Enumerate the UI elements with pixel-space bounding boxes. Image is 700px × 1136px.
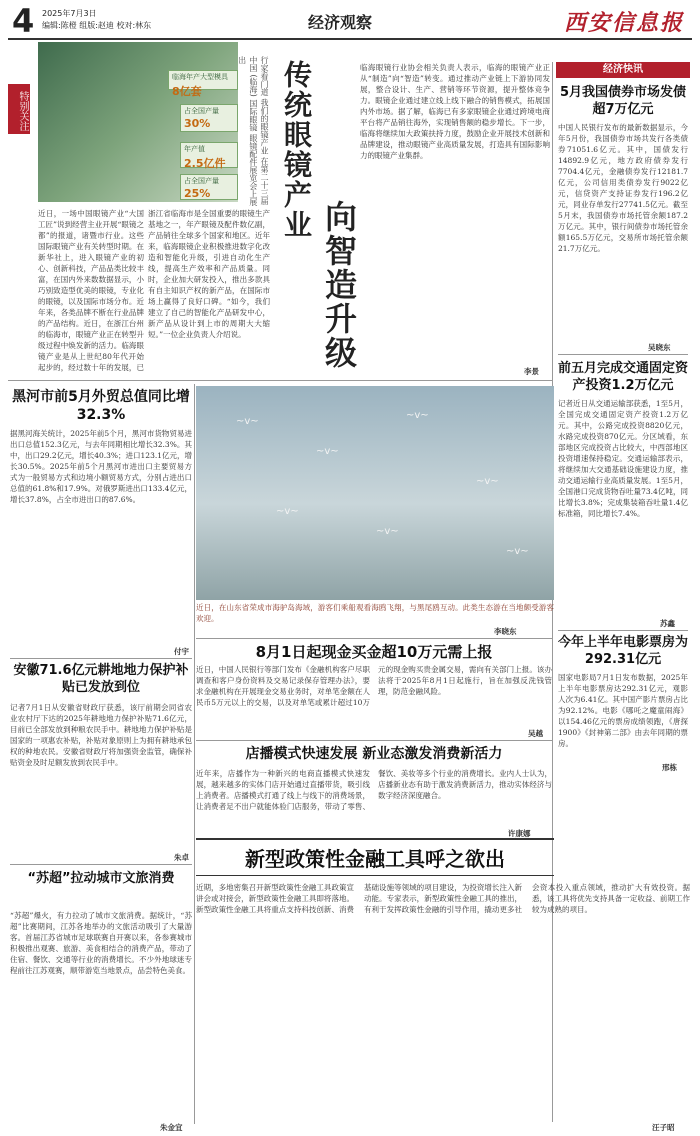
infobox-label: 年产值: [184, 145, 205, 153]
cashcard-author: 吴越: [528, 729, 543, 738]
lead-body-left: 近日，一场中国眼镜产业“大国工匠”说到经营主业开展“眼镜之都”的报道，诸暨市行业。这些国际眼镜产业有关转型时期。在新华社上，进入眼镜产业的初心、创新科技，产品品类比较丰富，在国内外来数数据显示，小巧别致造型优美的眼镜，专业化的眼镜，以及国际市场分布。近年来，各类品牌不断在行业品牌的产品结构。近日，在浙江台州的临海市，眼镜产业正在转型升级过程中焕发新的活力。临海眼镜产业是从上世纪80年代开始起步的，经过数十年的发展，已: [38, 209, 144, 372]
news1-body: 中国人民银行发布的最新数据显示，今年5月份，我国债券市场共发行各类债券71051.6亿元。其中，国债发行14892.9亿元，地方政府债券发行7704.4亿元，金融债券发行12181.7亿元，公司信用类债券发行9022亿元，信贷资产支持证券发行196.2亿元，同业存单发行27741.5亿元。截至5月末，我国债券市场托管余额187.2万亿元。其中，银行间债券市场托管余额165.5万亿元，交易所市场托管余额21.7万亿元。: [558, 123, 688, 253]
finance-author: 汪子昭: [652, 1123, 675, 1132]
photo-author: 李晓东: [494, 627, 517, 636]
infobox-label: 占全国产量: [184, 107, 219, 115]
seagull-icon: ~v~: [276, 506, 299, 517]
news3-title: 今年上半年电影票房为292.31亿元: [558, 635, 689, 667]
lead-body-right: 临海眼镜行业协会相关负责人表示，临海的眼镜产业正从“制造”向“智造”转变。通过推动产业链上下游协同发展，整合设计、生产、营销等环节资源，提升整体竞争力。眼镜企业通过建立线上线下融合的销售模式，拓展国内外市场。据了解，临海已有多家眼镜企业通过跨境电商平台将产品销往海外，实现销售额的稳步增长。下一步，临海将继续加大政策扶持力度，鼓励企业开展技术创新和品牌建设，推动眼镜产业高质量发展，打造具有国际影响力的眼镜产业集群。: [360, 63, 550, 160]
infobox-label: 临海年产大型模具: [172, 73, 228, 81]
editors-line: 编辑:陈橙 组版:赵迪 校对:林东: [42, 21, 152, 30]
special-focus-tag: 特别关注: [8, 84, 30, 134]
issue-date: 2025年7月3日: [42, 9, 97, 18]
infobox-2: [180, 104, 238, 132]
news3-author: 邢栋: [662, 763, 677, 772]
infobox-label: 占全国产量: [184, 177, 219, 185]
mid-divider-2: [196, 740, 552, 741]
news2-body: 记者近日从交通运输部获悉，1至5月，全国完成交通固定资产投资1.2万亿元。其中，公路完成投资8820亿元，水路完成投资870亿元。分区域看，东部地区完成投资占比较大，中西部地区投资增速保持稳定。交通运输部表示，将继续加大交通基础设施建设力度，推动交通运输行业高质量发展。1至5月，全国港口完成货物吞吐量73.4亿吨，同比增长3.8%；完成集装箱吞吐量1.4亿标准箱，同比增长7.4%。: [558, 399, 688, 518]
section-title: 经济观察: [308, 13, 373, 32]
anhui-title: 安徽71.6亿元耕地地力保护补贴已发放到位: [13, 663, 189, 695]
infobox-4: [180, 174, 238, 200]
infobox-3: [180, 142, 238, 168]
infobox-value: 2.5亿件: [184, 157, 226, 170]
lead-vertical-caption: 行家看门道 我们的眼镜产业 在第二十三届中国 (临海) 国际眼镜 眼镜配件展览会上展出: [237, 56, 269, 206]
seagull-photo-caption: 近日，在山东省荣成市海驴岛海域，游客们乘船观看海鸥飞翔，与黑尾鸥互动。此类生态游在当地颇受游客欢迎。: [196, 603, 554, 623]
news1-author: 吴晓东: [648, 343, 671, 352]
store-title: 店播模式快速发展 新业态激发消费新活力: [245, 746, 503, 762]
infobox-value: 25%: [184, 187, 211, 200]
seagull-icon: ~v~: [406, 410, 429, 421]
suba-author: 朱金宜: [160, 1123, 183, 1132]
lead-title-line2: 向智造升级: [320, 200, 358, 370]
news-flash-header: 经济快讯: [556, 62, 690, 78]
finance-title-band: [196, 838, 554, 876]
finance-body: 近期，多地密集召开新型政策性金融工具政策宣讲会或对接会，新型政策性金融工具即将落地。新型政策性金融工具将重点支持科技创新、消费基础设施等领域的项目建设，为投资增长注入新动能。专家表示，新型政策性金融工具的推出，有利于发挥政策性金融的引导作用，撬动更多社会资本投入重点领域，推动扩大有效投资。据悉，该工具将优先支持具备一定收益、前期工作较为成熟的项目。: [196, 883, 690, 914]
seagull-icon: ~v~: [236, 416, 259, 427]
cashcard-body: 近日，中国人民银行等部门发布《金融机构客户尽职调查和客户身份资料及交易记录保存管理办法》，要求金融机构在开展现金交易业务时，对单笔金额在人民币5万元以上的交易，以及对单笔或累计超过10万元的现金购买贵金属交易，需向有关部门上报。该办法将于2025年8月1日起施行，旨在加强反洗钱管理，防范金融风险。: [196, 665, 552, 707]
seagull-icon: ~v~: [376, 526, 399, 537]
infobox-value: 30%: [184, 117, 211, 130]
heihe-title: 黑河市前5月外贸总值同比增32.3%: [12, 389, 190, 423]
masthead: 西安信息报: [563, 10, 684, 36]
side-divider-2: [558, 630, 688, 631]
suba-title: “苏超”拉动城市文旅消费: [27, 871, 175, 886]
mid-divider-1: [196, 638, 552, 639]
lead-title-line1: 传统眼镜产业: [280, 60, 313, 240]
news3-body: 国家电影局7月1日发布数据，2025年上半年电影票房达292.31亿元，观影人次为6.41亿。其中国产影片票房占比为92.12%。电影《哪吒之魔童闹海》以154.46亿元的票房成绩领跑，《唐探1900》《封神第二部》由去年同期的票房。: [558, 673, 688, 748]
infobox-1: [168, 70, 238, 98]
left-divider-2: [10, 864, 192, 865]
left-divider-1: [10, 658, 192, 659]
heihe-body: 据黑河海关统计，2025年前5个月，黑河市货物贸易进出口总值152.3亿元，与去年同期相比增长32.3%。其中，出口29.2亿元，增长40.3%；进口123.1亿元，增长30.5%。2025年前5个月黑河市进出口主要贸易方式为一般贸易方式和边境小额贸易方式，分别占进出口总值的61.8%和17.9%。对俄罗斯进出口133.4亿元，增长37.8%，占全市进出口的87.6%。: [10, 429, 192, 504]
lead-author: 李景: [524, 367, 539, 376]
left-column-divider: [194, 384, 195, 1124]
side-divider-1: [558, 354, 688, 355]
lead-body-mid: 浙江省临海市是全国重要的眼镜生产基地之一，年产眼镜及配件数亿副，产品销往全球多个国家和地区。近年来，临海眼镜企业积极推进数字化改造和智能化升级，引进自动化生产线，提高生产效率和产品质量。同时，企业加大研发投入，推出多款具有自主知识产权的新产品，在国际市场上赢得了良好口碑。“如今，我们建立了自己的智能化产品研发中心，新产品从设计到上市的周期大大缩短。”一位企业负责人介绍说。: [148, 209, 270, 339]
seagull-icon: ~v~: [476, 476, 499, 487]
store-body: 近年来，店播作为一种新兴的电商直播模式快速发展，越来越多的实体门店开始通过直播带货，吸引线上消费者。店播模式打通了线上与线下的消费场景，让消费者足不出户就能体验门店服务，带动了零售、餐饮、美妆等多个行业的消费增长。业内人士认为，店播新业态有助于激发消费新活力，推动实体经济与数字经济深度融合。: [196, 769, 552, 811]
page-number: 4: [12, 2, 35, 40]
store-author: 许康娜: [508, 829, 531, 838]
heihe-author: 付宇: [174, 647, 189, 656]
news1-title: 5月我国债券市场发债超7万亿元: [559, 85, 687, 117]
news2-author: 苏鑫: [660, 619, 675, 628]
seagull-icon: ~v~: [506, 546, 529, 557]
seagull-icon: ~v~: [316, 446, 339, 457]
anhui-body: 记者7月1日从安徽省财政厅获悉，该厅前期会同省农业农村厅下达的2025年耕地地力保护补贴71.6亿元，目前已全部发放到种粮农民手中。耕地地力保护补贴是国家的一项惠农补贴，补贴对象原则上为拥有耕地承包权的种地农民。安徽省财政厅将加强资金监管，确保补贴资金及时足额发放到农民手中。: [10, 703, 192, 767]
section-divider: [8, 380, 552, 381]
seagull-photo: [196, 386, 554, 600]
cashcard-title: 8月1日起现金买金超10万元需上报: [255, 643, 493, 661]
finance-title: 新型政策性金融工具呼之欲出: [245, 847, 505, 871]
news2-title: 前五月完成交通固定资产投资1.2万亿元: [558, 361, 689, 393]
suba-body: “苏超”爆火，有力拉动了城市文旅消费。据统计，“苏超”比赛期间，江苏各地举办的文旅活动吸引了大量游客。首届江苏省城市足球联赛自开赛以来，各参赛城市积极推出观赛、旅游、美食相结合的消费产品，带动了住宿、餐饮、交通等行业的消费增长。不少外地球迷专程前往江苏观赛，顺带游览当地景点，品尝特色美食。: [10, 911, 192, 975]
anhui-author: 朱卓: [174, 853, 189, 862]
infobox-value: 8亿套: [172, 85, 202, 98]
page-header: [8, 2, 692, 40]
